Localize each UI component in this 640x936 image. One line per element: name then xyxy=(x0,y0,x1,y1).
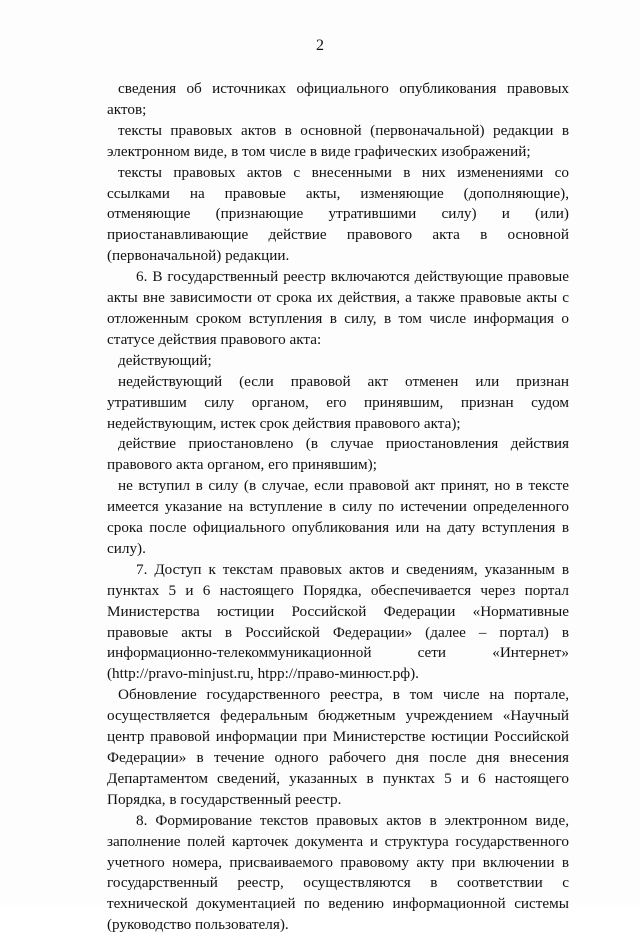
document-body xyxy=(107,79,569,936)
paragraph-status-inactive: недействующий (если правовой акт отменен или признан утратившим силу органом, его принявшим, признан судом недействующим, истек срок действия правового акта); xyxy=(107,372,569,432)
paragraph-status-not-in-force: не вступил в силу (в случае, если правовой акт принят, но в тексте имеется указание на вступление в силу по истечении определенного срока после официального опубликования или на дату вступления в силу). xyxy=(107,477,569,557)
paragraph-amended-texts: тексты правовых актов с внесенными в них изменениями со ссылками на правовые акты, изменяющие (дополняющие), отменяющие (признающие утратившими силу) и (или) приостанавливающие действие правового акта в основной (первоначальной) редакции. xyxy=(107,163,569,265)
page-number: 2 xyxy=(316,37,324,54)
paragraph-registry-update: Обновление государственного реестра, в том числе на портале, осуществляется федеральным бюджетным учреждением «Научный центр правовой информации при Министерстве юстиции Российской Федерации» в течение одного рабочего дня после дня внесения Департаментом сведений, указанных в пунктах 5 и 6 настоящего Порядка, в государственный реестр. xyxy=(107,686,569,808)
paragraph-sources: сведения об источниках официального опубликования правовых актов; xyxy=(107,80,569,118)
paragraph-original-texts: тексты правовых актов в основной (первоначальной) редакции в электронном виде, в том числе в виде графических изображений; xyxy=(107,121,569,160)
paragraph-status-suspended: действие приостановлено (в случае приостановления действия правового акта органом, его принявшим); xyxy=(107,435,569,474)
paragraph-status-active: действующий; xyxy=(118,351,212,369)
paragraph-item-7: 7. Доступ к текстам правовых актов и сведениям, указанным в пунктах 5 и 6 настоящего Порядка, обеспечивается через портал Министерства юстиции Российской Федерации «Нормативные правовые акты в Российской Федерации» (далее – портал) в информационно-телекоммуникационной сети «Интернет» (http://pravo-minjust.ru, htpp://право-минюст.рф). xyxy=(107,560,569,683)
paragraph-item-8: 8. Формирование текстов правовых актов в электронном виде, заполнение полей карточек документа и структура государственного учетного номера, присваиваемого правовому акту при включении в государственный реестр, осуществляются в соответствии с технической документацией по ведению информационной системы (руководство пользователя). xyxy=(107,811,569,934)
paragraph-item-6: 6. В государственный реестр включаются действующие правовые акты вне зависимости от срока их действия, а также правовые акты с отложенным сроком вступления в силу, в том числе информация о статусе действия правового акта: xyxy=(107,268,569,348)
